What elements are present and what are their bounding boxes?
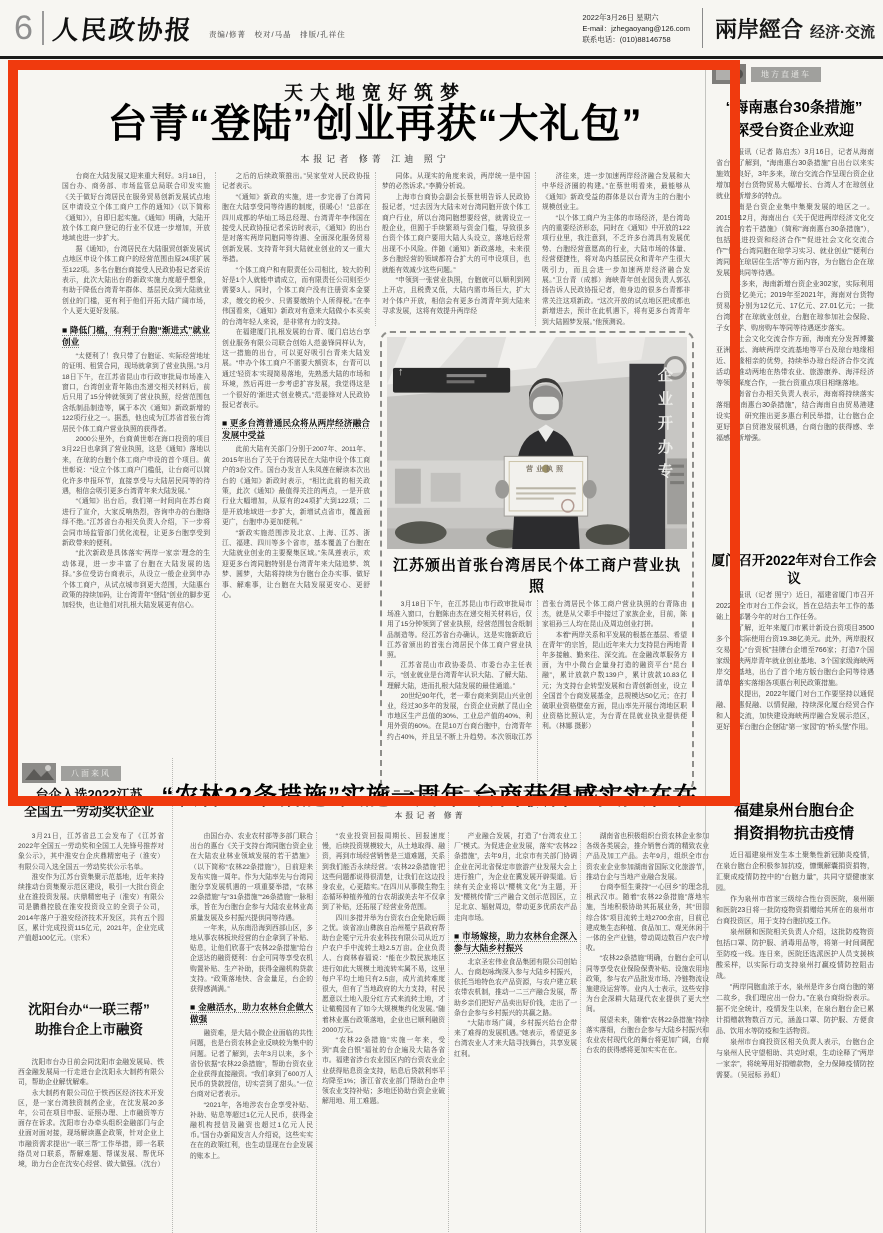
left-column-tag [22,762,121,784]
paragraph-group [586,832,709,1056]
main-article-byline: 本报记者 修菁 江迪 照宁 [300,154,450,164]
paragraph: 台商在大陆发展又迎来重大利好。3月18日，国台办、商务部、市场监管总局联合印发实施《关于做好台湾居民在服务贸易创新发展试点地区申请设立个体工商户工作的通知》（以下简称《通知》），自即日起实施。《通知》明确，大陆开放个体工商户登记的行业不仅进一步增加，开放地域也进一步扩大。 [62,173,210,243]
paragraph-group [542,172,690,326]
news-photo [387,337,687,549]
news-photo-figure [380,331,694,792]
column-divider [316,832,317,1232]
bottom-article-column-2 [322,832,445,1232]
paragraph: 融资难，是大陆小微企业面临的共性问题，也是台资农林企业反映较为集中的问题。记者了解到，去年3月以来，多个省份依据“农林22条措施”，帮助台资农业企业获得直接融资。“我们拿到了600万人民币的贷款授信，切实尝到了甜头。”一位台商对记者表示。 [190,1030,313,1099]
paragraph: 之后的后续政策推出。”吴家莹对人民政协报记者表示。 [222,173,370,191]
sidebar-article1-body [716,147,874,547]
column-logo-image [712,62,746,86]
sidebar-tag [712,62,821,86]
header-rule [0,56,883,59]
paragraph: 淮安作为江苏台资集聚示范基地，近年来持续推动台资集聚示范区建设，吸引一大批台资企业在淮投资发展。庆鼎精密电子（淮安）有限公司是鹏鼎控股在淮安投资设立的全资子公司，2014年落户于淮安经济技术开发区，共有五个园区，累计完成投资115亿元，2021年，企业完成产值超100亿元。（宗禾） [18,873,164,943]
column-divider [375,172,376,326]
main-article-column-4 [542,172,690,326]
certificate-label: 营业执照 [526,466,566,473]
paragraph: 据了解，近年来厦门市累计新设台资项目3500多个，实际使用台资19.38亿美元。此外，两岸股权交易中心“台资板”挂牌台企增至766家；打造7个国家级海峡两岸青年就业创业基地、3个国家级海峡两岸交流基地，出台了首个地方版台胞台企同等待遇清单，落实落细各项惠台利民政策措施。 [716,625,874,687]
sidebar-article3-headline: 福建泉州台胞台企 捐资捐物抗击疫情 [733,802,854,842]
paragraph: 会议提出，2022年厦门对台工作要坚持以通促融、以惠促融、以情促融，持续深化厦台经贸合作和人文交流，加快建设海峡两岸融合发展示范区，更好发挥台胞台企登陆“第一家园”的“桥头堡”作用。 [716,691,874,731]
paragraph: 一年来，从东南沿海到西部山区，多地从事农林板块经营的台企拿到了补贴、贴息，让他们欣喜于“农林22条措施”给台企送达的融资便利：台企可同等享受农机购置补贴、生产补助，获得金融机构贷款支持。“政策落地快、含金量足，台企的获得感满满。” [190,924,313,994]
paragraph: 据《通知》，台湾居民在大陆服贸创新发展试点地区申设个体工商户的经营范围由原24项扩展至122项。多名台胞台商接受人民政协报记者采访表示，此次大陆出台的新政实施力度超乎想象，有助于降低台湾青年群体、基层民众到大陆就业创业的门槛，更有利于他们开拓大陆广阔市场，个人更大更好发展。 [62,245,210,316]
bottom-article-column-4 [586,832,709,1232]
paragraph: 台商李恒生秉持“一心回乡”的理念扎根武汉市。随着“农林22条措施”落地实施，当地积极协助其拓展业务，其“田园综合体”项目流转土地2700余亩，目前已建成集生态种植、食品加工、观光休闲于一体的全产业链，带动周边数百户农户增收。 [586,884,709,953]
paragraph: 济往来，进一步加速两岸经济融合发展和大中华经济圈的构建。”在蔡世明看来，最能够从《通知》新政受益的群体是以台青为主的台胞小规模创业主。 [542,173,690,212]
photo-caption-title: 江苏颁出首张台湾居民个体工商户营业执照 [392,557,681,595]
paragraph: “申领到一张营业执照，台胞就可以顺利到网上开店，且税费又低，大陆内需市场巨大，扩大对个体户开放，相信会有更多台湾青年到大陆来寻求发展，这将有效提升两岸经 [382,277,530,316]
paragraph: 海南省台办相关负责人表示，海南将持续落实落细“海南惠台30条措施”，结合海南自由贸易港建设实际，研究推出更多惠台利民举措，让台胞台企更好共享自贸港发展机遇，台商台胞的获得感、幸福感不断增强。 [716,391,874,442]
column-logo-image [22,762,56,784]
paragraph: 2000公里外，台商黄世彰在海口投资的项目3月22日也拿到了营业执照，这是《通知》落地以来，在琼的台胞个体工商户申设的首个项目。黄世彰说：“设立个体工商户门槛低，让台商可以简化许多申报环节，直接享受与大陆居民同等的待遇，相信会吸引更多台湾青年来大陆发展。” [62,435,210,495]
bottom-article-column-3 [454,832,577,1232]
paragraph: 在社会文化交流合作方面，海南充分发挥博鳌亚洲论坛、海峡两岸交流基地等平台及琼台地缘相近、血缘相亲的优势，持续举办琼台经济合作交流活动，推动两地在热带农业、旅游康养、海洋经济等领域深度合作，一批台资重点项目相继落地。 [716,336,874,387]
left-article1-body [18,832,164,990]
bottom-article-byline: 本报记者 修菁 [394,811,466,820]
bottom-article-column-1 [190,832,313,1232]
paragraph: “太便利了！我只带了台胞证、实际经营地址的证明、租赁合同，现场就拿到了营业执照。”3月18日下午，在江苏省昆山市行政审批局市场准入窗口，台湾创业青年陈由杰递交相关材料后，前后只用了15分钟就领到了营业执照，经营范围包含纸制品制造等，属于本次《通知》新政新增的122项行业之一。据悉，他也成为江苏省首张台湾居民个体工商户营业执照的获得者。 [62,352,210,433]
issue-meta [582,12,690,45]
paragraph: 3年多来，海南新增台资企业302家，实际利用台资超2亿美元；2019年至2021年，海南对台货物贸易额分别为12亿元、17亿元、27.01亿元；一批台湾人才在琼就业创业，台胞在琼参加社会保险、子女入学、购房购车等同等待遇逐步落实。 [716,281,874,332]
paragraph: 此前大陆有关部门分别于2007年、2011年、2015年出台了关于台湾居民在大陆申设个体工商户的3份文件。国台办发言人朱凤莲在解读本次出台的《通知》新政时表示，“相比此前的相关政策，此次《通知》最值得关注的两点，一是开放行业大幅增加，从原有的24项扩大到122项；二是开放地域进一步扩大，新增试点省市，覆盖面更广，台胞申办更加便利。” [222,446,370,527]
paragraph: 沈阳市台办日前会同沈阳市金融发展局、铁西金融发展局一行走进台企沈阳永大制药有限公司，帮助企业解忧解难。 [18,1059,164,1087]
section-subtitle: 经济·交流 [810,23,875,41]
paragraph: “个体工商户和有限责任公司相比，较大的利好是1个人就能申请成立，而有限责任公司则至少需要3人。同时，个体工商户没有注册资本金要求，缴交的税少、只需要缴纳个人所得税。”在李伟国看来，《通知》新政对有意来大陆做小本买卖的台湾年轻人来说，是非常有力的支持。 [222,266,370,326]
paragraph: 泉州市台商投资区相关负责人表示，台胞台企与泉州人民守望相助、共克时艰，生动诠释了“两岸一家亲”，将统筹用好捐赠款物，全力保障疫情防控需要。（吴冠标 孙虹） [716,1039,874,1079]
column-divider [215,172,216,788]
page-header [0,0,883,56]
sidebar-divider [705,60,706,1233]
paragraph: 泉州颐和医院相关负责人介绍，这批防疫物资包括口罩、防护服、消毒用品等，将第一时间调配至防疫一线。连日来，医院还选派医护人员支援核酸采样，以实际行动支持泉州打赢疫情防控阻击战。 [716,929,874,980]
section-banner [715,13,875,44]
paragraph: 本报讯（记者 陈启杰）3月16日，记者从海南省台办了解到，“海南惠台30条措施”自出台以来实施效果良好，3年多来，琼台交流合作呈现台资企业增加、对台货物贸易大幅增长、台湾人才在琼创业就业不断增多的特点。 [716,149,874,200]
paragraph: 上海市台商协会副会长蔡世明告诉人民政协报记者，“过去因为大陆未对台湾同胞开放个体工商户行业，所以台湾同胞想要经营，就需设立一般企业，但囿于手续繁琐与资金门槛，导致很多台资个体工商户要用大陆人头设立，落地后经常出现不小风险。伴随《通知》新政落地，未来很多台胞经营的领域都符合扩大的可申设项目，也就能有效减少这些问题。” [382,193,530,274]
column-divider [448,832,449,1232]
masthead-title: 人民政协报 [51,15,195,46]
divider [702,8,703,48]
sidebar-article2-body [716,590,874,794]
paragraph-group [190,832,313,995]
paragraph: 在福建厦门扎根发展的台青、厦门启达台享创业服务有限公司联合创始人范姜锋同样认为，这一措施的出台，可以更好吸引台青来大陆发展。“申办个体工商户不需要大额资本，台青可以通过‘轻资本’实现简易落地，先熟悉大陆的市场和环境，然后再进一步考虑扩容发展，我觉得这是一个很好的‘渐进式’创业模式。”范姜锋对人民政协报记者表示。 [222,329,370,409]
paragraph-group [222,445,370,601]
editor-credits: 责编/修菁 校对/马晶 排版/孔祥住 [208,29,346,39]
main-article-column-3 [382,172,530,326]
left-article2-body [18,1058,164,1230]
paragraph: 3月21日，江苏省总工会发布了《江苏省2022年全国五一劳动奖和全国工人先锋号推荐对象公示》，其中淮安台企庆鼎精密电子（淮安）有限公司入选全国五一劳动奖状公示名单。 [18,833,164,871]
paragraph: 江苏省昆山市政协委员、市委台办主任表示，“创业就业是台湾青年认识大陆、了解大陆、理解大陆，进而扎根大陆发展的最佳通道。” [387,662,532,690]
header-right [582,8,883,48]
column-tag-label: 地方直通车 [751,67,821,82]
paragraph: “大陆市场广阔，乡村振兴给台企带来了难得的发展机遇。”她表示，希望更多台湾农业人才来大陆寻找舞台，共享发展红利。 [454,1020,577,1058]
contact-email: E-mail：jzhegaoyang@126.com [582,23,690,33]
paragraph: 3月18日下午，在江苏昆山市行政审批局市场准入窗口，台胞陈由杰在递交相关材料后，仅用了15分钟领到了营业执照，经营范围包含纸制品制造等。经江苏省台办确认，这是实施新政后江苏省颁出的首张台湾居民个体工商户营业执照。 [387,601,532,660]
page-number: 6 [14,9,33,47]
paragraph: 由国台办、农业农村部等多部门联合出台的惠台《关于支持台湾同胞台资企业在大陆农业林业领域发展的若干措施》（以下简称“农林22条措施”），日前迎来发布实施一周年。作为大陆率先与台湾同胞分享发展机遇的一项重要举措，“农林22条措施”与“31条措施”“26条措施”一脉相承，旨在为台胞台企参与大陆农业林业高质量发展及乡村振兴提供同等待遇。 [190,833,313,922]
section-subhead: ■ 市场嫁接，助力农林台企深入参与大陆乡村振兴 [454,930,577,953]
issue-date: 2022年3月26日 星期六 [582,12,659,22]
main-article-headline: 台青“登陆”创业再获“大礼包” [107,102,643,146]
paragraph-group [62,172,210,318]
column-divider [580,832,581,1232]
paragraph: 永大制药有限公司位于铁西区经济技术开发区，是一家台湾独资制药企业，在沈发展20多年，公司在项目申报、证照办理、上市融资等方面存在诉求。沈阳市台办牵头组织金融部门与企业面对面对接，现场解读惠企政策，针对企业上市融资需求提出“一联三帮”工作举措，即一名联络员对口联系，帮解难题、帮谋发展、帮优环境，助力台企在沈安心经营、做大做强。（沈台） [18,1089,164,1169]
main-article-kicker: 天大地宽好筑梦 [283,83,466,104]
paragraph: 20世纪90年代，老一辈台商来到昆山兴业创业，经过30多年的发展，台资企业贡献了昆山全市地区生产总值的30%、工业总产值的40%、利用外资的60%。在昆10万台商台胞中，台湾青年约占40%，并且呈不断上升趋势。本次领取江苏首张台湾居民个体工商户营业执照的台青陈由杰，就是从父辈手中接过了家族企业，目前，陈家祖孙三人均在昆山及周边创业打拼。 [387,601,687,741]
paragraph-group [382,172,530,318]
paragraph: “两岸同胞血浓于水，泉州是许多台商台胞的第二故乡，我们理应出一份力。”在泉台商纷纷表示。据不完全统计，疫情发生以来，在泉台胞台企已累计捐赠款物数百万元，涵盖口罩、防护服、方便食品、饮用水等防疫和生活物资。 [716,984,874,1035]
paragraph: “农林22条措施”明确，台胞台企可以同等享受农业保险保费补贴、设施农用地政策，参与农产品批发市场、冷链物流设施建设运营等。业内人士表示，这些安排为台企深耕大陆现代农业提供了更大空间。 [586,955,709,1014]
pillar-vertical-text: 企业开办专 [656,367,673,487]
paragraph: 四川多措并举为台资农台企免除后顾之忧。该省凉山彝族自治州冕宁县政府帮助台企冕宁元升农业科技有限公司从近万户农户手中流转土地2.5万亩。企业负责人、台商林春福说：“能在少数民族地区进行如此大规模土地流转实属不易，这里每户平均土地只有2.5亩，成片流转难度很大，但有了当地政府的大力支持，村民愿意以土地入股分红方式来流转土地，才让橄榄园有了如今大规模集约化发展。”随着林业惠台政策落地，企业也已顺利融资2000万元。 [322,914,445,1034]
paragraph: “新政实施范围涉及北京、上海、江苏、浙江、福建、四川等多个省市，基本覆盖了台胞在大陆就业创业的主要聚集区域。”朱凤莲表示，欢迎更多台湾同胞特别是台湾青年来大陆追梦、筑梦、圆梦，大陆将持续为台胞台企办实事、做好事、解难事，让台胞在大陆发展更安心、更舒心。 [222,529,370,600]
paragraph: “此次新政是具体落实‘两岸一家亲’理念的生动体现，进一步丰富了台胞在大陆发展的选择。”多位受访台商表示，从设立一般企业到申办个体工商户，从试点城市到更大范围，大陆惠台政策的持续加码，让台湾青年“登陆”创业的脚步更加轻快，也让他们对扎根大陆发展更有信心。 [62,550,210,610]
paragraph-group [62,352,210,612]
paragraph: 海南是台资企业集中集聚发展的地区之一。2019年12月，海南出台《关于促进两岸经济文化交流合作的若干措施》（简称“海南惠台30条措施”），包括“促进投资和经济合作”“促进社会文化交流合作”“促进台湾同胞在琼学习实习、就业创业”“便利台湾同胞在琼居住生活”等方面内容，为台胞台企在琼发展提供同等待遇。 [716,204,874,277]
paragraph: “农林22条措施”实施一年来，受到“真金白银”福祉的台企遍及大陆各省市。福建省涉台农业园区内的台资农业企业获得贴息资金支持，贴息后贷款利率平均降至1%；浙江省农业部门帮助台企申领农业支持补贴；多地还协助台资企业破解用地、用工难题。 [322,1037,445,1106]
main-article-column-2 [222,172,370,790]
paragraph: “2021年，各地涉农台企享受补贴、补助、贴息等超过1亿元人民币，获得金融机构授信及融资也超过1亿元人民币。”国台办新闻发言人介绍说，这些实实在在的政策红利，也生动显现在台企发展的账本上。 [190,1101,313,1160]
left-column-divider [172,758,173,1233]
section-title: 兩岸經合 [714,16,803,43]
sidebar-article3-body [716,850,874,1230]
paragraph: 同体。从现实的角度来说，两岸统一是中国梦的必然诉求。”李腾分析说。 [382,173,530,191]
left-article2-headline: 沈阳台办“一联三帮” 助推台企上市融资 [28,1002,150,1037]
paragraph: 湖南省也积极组织台资农林企业参加各级各类展会，推介销售台湾的精致农业产品及加工产品。去年9月，组织全市台资农业企业参加湖南省国际文化旅游节，推动台企与当地产业融合发展。 [586,833,709,881]
paragraph: 作为泉州市首家三级综合性台资医院，泉州颐和医院23日将一批防疫物资捐赠给其所在的泉州市台商投资区，用于支持台胞抗疫工作。 [716,896,874,925]
up-arrow-icon: ↑ [398,366,404,378]
contact-phone: 联系电话：(010)88146758 [582,34,671,44]
paragraph-group [190,1029,313,1162]
section-subhead: ■ 降低门槛，有利于台胞“渐进式”就业创业 [62,324,210,347]
column-tag-label: 八面来风 [61,766,121,781]
column-divider [535,172,536,326]
paragraph-group [454,832,577,924]
paragraph: “《通知》新政的实施，进一步完善了台湾同胞在大陆享受同等待遇的制度，很暖心！”总部在四川成都的华灿工场总经理、台湾青年李伟国在接受人民政协报记者采访时表示，《通知》的出台是对落实两岸同胞同等待遇、全面深化服务贸易创新发展、支持青年到大陆就业创业的又一重大举措。 [222,193,370,264]
paragraph: 展望未来，随着“农林22条措施”持续落实落细，台胞台企参与大陆乡村振兴和农业农村现代化的舞台将更加广阔，台商台农的获得感将更加实实在在。 [586,1016,709,1055]
section-subhead: ■ 更多台湾普通民众将从两岸经济融合发展中受益 [222,418,370,441]
section-subhead: ■ 金融活水，助力农林台企做大做强 [190,1002,313,1025]
paragraph: 近日福建泉州发生本土聚集性新冠肺炎疫情，在泉台胞台企积极参加抗疫，慷慨解囊捐资捐物，汇聚成疫情防控中的“台胞力量”，共同守望健康家园。 [716,852,874,892]
paragraph-group [322,832,445,1107]
divider [42,11,44,45]
paragraph-group [454,958,577,1060]
paragraph: “以个体工商户为主体的市场经济，是台湾岛内的重要经济形态，同时在《通知》中开放的122项行业里，我注意到，不乏许多台湾具有发展优势、台胞经营意愿高的行业，大陆市场的体量、经营便捷性，将对岛内基层民众和青年产生很大吸引力，而且会进一步加速两岸经济融合发展。”卫台青（成都）海峡青年创业园负责人郭弘扬告诉人民政协报记者，他身边的很多台青都非常关注这项新政。“这次开放的试点地区把成都也新增进去，预计在此机遇下，将有更多台湾青年到大陆圆梦发展。”他预测说。 [542,214,690,326]
paragraph: 北京圣宏伟业食品集团有限公司创始人、台商赵咏绚深入参与大陆乡村振兴，依托当地特色农产品资源，与农户建立联农带农机制，推动一二三产融合发展，帮助乡亲们把好产品卖出好价钱，走出了一条台企参与乡村振兴的共赢之路。 [454,958,577,1017]
paragraph: 本报讯（记者 照宁）近日，福建省厦门市召开2022年全市对台工作会议，旨在总结去年工作的基础上，部署今年的对台工作任务。 [716,592,874,621]
left-article1-headline: 台企入选2022江苏 全国五一劳动奖状企业 [23,787,154,819]
paragraph-group [222,172,370,411]
sidebar-article2-headline: 厦门召开2022年对台工作会议 [711,553,877,586]
sidebar-article1-headline: “海南惠台30条措施” 深受台资企业欢迎 [725,99,863,139]
paragraph: “农业投资回报周期长、回报速度慢，后续投资规模较大，从土地取得、融资，再到市场经营销售是三道难题，关系到我们能否永续经营。‘农林22条措施’把这些问题都说得很清楚，让我们在这边投身农业，心更踏实。”在四川从事微生物生态循环种植养殖的台农胡淑美去年不仅拿到了补贴，还拓展了经营业务范围。 [322,833,445,912]
paragraph: “《通知》出台后，我们第一时间向在苏台商进行了宣介，大家反响热烈，咨询申办的台胞络绎不绝。”江苏省台办相关负责人介绍，下一步将会同市场监管部门优化流程，让更多台胞享受到新政带来的便利。 [62,498,210,547]
paragraph: 本着“两岸关系和平发展的根基在基层、希望在青年”的宗旨，昆山近年来大力支持昆台两地青年多接触、勤来往、深交流。在金融改革服务方面，为中小微台企量身打造的融资平台“昆台融”，累计放款户数139户，累计放款10.83亿元；为支持台企转型发展和台青创新创业，设立全国首个台商发展基金，总规模达50亿元；在打破职业资格壁垒方面，昆山率先开展台湾地区职业资格比照认定，为台青在昆就业执业提供便利。（林娜 摄影） [542,631,687,731]
main-article-column-1 [62,172,210,790]
paragraph: 产业融合发展，打造了“台湾农业工厂”模式。为促进企业发展，落实“农林22条措施”，去年9月，北京市有关部门协调企业在河北省保定市旅游产业发展大会上进行推广，为企业在冀发展开辟渠道。后续有关企业将以“樱桃文化”为主题，开发“樱桃传情”三产融合文创示范园区，立足北京、辐射周边，带动更多优质农产品走向市场。 [454,833,577,922]
bottom-article-headline: “农林22条措施”实施一周年 台商获得感实实在在 [161,783,699,810]
